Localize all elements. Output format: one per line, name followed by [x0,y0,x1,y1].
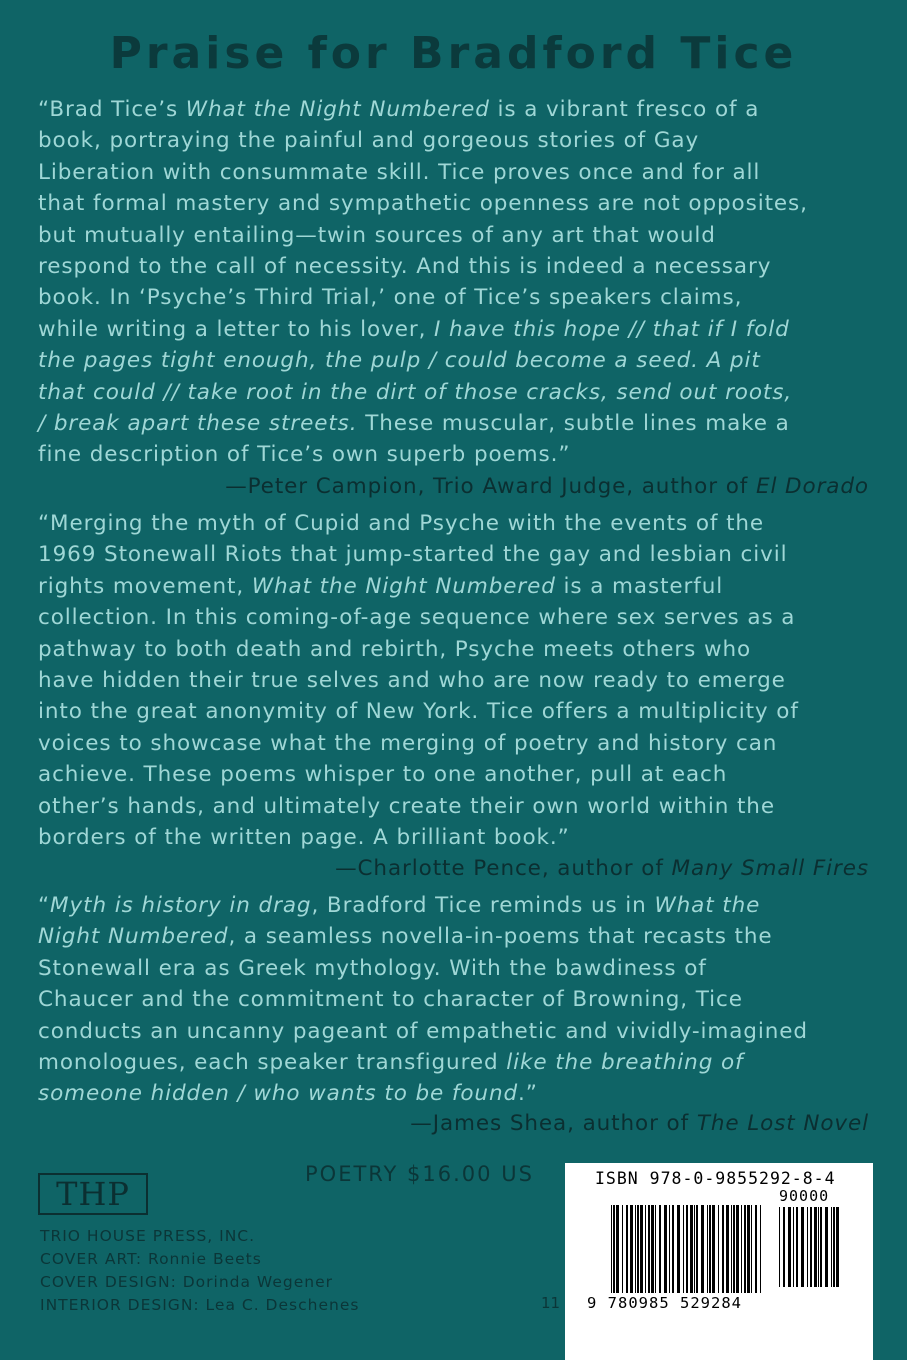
barcode-bar [637,1205,639,1293]
barcode-bar [718,1205,719,1293]
cover-art-credit: COVER ART: Ronnie Beets [40,1250,262,1268]
quote-line [38,220,870,251]
text-run: book. In ‘Psyche’s Third Trial,’ one of Tice’s speakers claims, [38,285,743,311]
quote-line [38,508,870,539]
text-run: pathway to both death and rebirth, Psyche meets others who [38,636,752,662]
barcode-bar [709,1205,711,1293]
text-run: Stonewall era as Greek mythology. With the bawdiness of [38,955,707,981]
italic-text: The Lost Novel [696,1111,869,1136]
quote-line [38,157,870,188]
text-run: “Merging the myth of Cupid and Psyche with the events of the [38,511,765,536]
barcode-bar [655,1205,656,1293]
barcode-panel [565,1163,873,1360]
barcode-bar [818,1207,819,1287]
barcode-bar [831,1207,832,1287]
barcode-bar [611,1205,612,1293]
barcode-bar [788,1207,791,1287]
cover-design-credit: COVER DESIGN: Dorinda Wegener [40,1273,333,1291]
text-run: Liberation with consummate skill. Tice proves once and for all [38,159,761,185]
barcode-bar [696,1205,698,1293]
publisher-logo: THP [38,1173,148,1215]
barcode-bar [733,1205,735,1293]
barcode-bar [760,1205,761,1293]
text-run: These muscular, subtle lines make a [357,411,790,437]
barcode-bar [648,1205,650,1293]
praise-quote-2 [38,508,870,853]
barcode-bar [814,1207,817,1287]
barcode-bar [683,1205,684,1293]
quote-line [38,408,870,439]
quote-line [38,1016,870,1047]
barcode-bar [645,1205,646,1293]
text-run: is a masterful [555,573,724,599]
text-run: collection. In this coming-of-age sequence where sex serves as a [38,605,796,631]
text-run: conducts an uncanny pageant of empathetic and vividly-imagined [38,1018,808,1044]
text-run: , Bradford Tice reminds us in [311,893,655,918]
barcode-bar [747,1205,750,1293]
barcode-bar [783,1207,785,1287]
quote-line [38,953,870,984]
text-run: .” [518,1081,538,1107]
barcode-digits: 9 780985 529284 [587,1294,742,1312]
credits-block [40,1225,359,1317]
text-run: 1969 Stonewall Riots that jump-started the gay and lesbian civil [38,542,788,568]
text-run: “ [38,893,51,918]
barcode-bar [640,1205,643,1293]
text-run: —James Shea, author of [410,1111,697,1136]
barcode-bar [694,1205,695,1293]
text-run: have hidden their true selves and who are now ready to emerge [38,668,786,694]
quote-line [38,921,870,952]
text-run: borders of the written page. A brilliant book.” [38,825,570,851]
text-run: but mutually entailing—twin sources of any art that would [38,222,716,248]
italic-text: El Dorado [755,474,869,499]
quote-line [38,822,870,853]
barcode-bar [722,1205,724,1293]
quote-line [38,345,870,376]
italic-text: like the breathing of [506,1050,744,1076]
text-run: achieve. These poems whisper to one another, pull at each [38,762,728,788]
isbn-label: ISBN 978-0-9855292-8-4 [595,1169,836,1188]
quote-line [38,1078,870,1109]
italic-text: Myth is history in drag [50,893,312,918]
barcode-bar [651,1205,654,1293]
page-title: Praise for Bradford Tice [109,28,798,79]
barcode-bar [613,1205,615,1293]
quote-line [38,94,870,125]
quote-2-attribution [335,856,869,881]
page-number: 11 [541,1294,561,1312]
barcode-bar [622,1205,623,1293]
quote-line [38,665,870,696]
barcode-bar [836,1207,839,1287]
text-run: “Brad Tice’s [38,97,186,122]
barcode-bar [825,1207,828,1287]
barcode-bar [707,1205,708,1293]
barcode-bar [833,1207,835,1287]
barcode-bars [611,1205,761,1305]
interior-design-credit: INTERIOR DESIGN: Lea C. Deschenes [40,1296,360,1314]
barcode-bar [664,1205,667,1293]
quote-line [38,439,870,470]
barcode-bar [686,1205,688,1293]
text-run: respond to the call of necessity. And this is indeed a necessary [38,254,772,280]
praise-quote-1 [38,94,870,471]
quote-line [38,1047,870,1078]
barcode-bar [807,1207,808,1287]
category-price: POETRY $16.00 US [305,1162,534,1186]
barcode-bar [726,1205,729,1293]
italic-text: someone hidden / who wants to be found [38,1081,519,1107]
barcode-bar [669,1205,670,1293]
text-run: —Peter Campion, Trio Award Judge, author of [225,474,756,499]
italic-text: What the Night Numbered [185,97,490,122]
quote-line [38,188,870,219]
quote-line [38,984,870,1015]
barcode-bar [672,1205,674,1293]
barcode-bar [659,1205,661,1293]
text-run: while writing a letter to his lover, [38,316,435,342]
italic-text: that could // take root in the dirt of those cracks, send out roots, [38,379,793,405]
italic-text: the pages tight enough, the pulp / could become a seed. A pit [38,348,761,374]
quote-line [38,890,870,921]
barcode-bar [796,1207,798,1287]
barcode-bar [677,1205,680,1293]
quote-1-attribution [225,474,869,499]
quote-line [38,696,870,727]
barcode-bar [741,1205,742,1293]
text-run: monologues, each speaker transfigured [38,1050,507,1076]
barcode-bar [690,1205,693,1293]
barcode-bar [793,1207,794,1287]
italic-text: What the [654,893,761,918]
quote-line [38,251,870,282]
italic-text: Night Numbered [38,924,229,950]
quote-line [38,314,870,345]
quote-line [38,759,870,790]
quote-line [38,125,870,156]
italic-text: Many Small Fires [671,856,869,881]
text-run: other’s hands, and ultimately create their own world within the [38,793,775,819]
barcode-bar [626,1205,628,1293]
barcode-bar [630,1205,633,1293]
quote-line [38,728,870,759]
quote-3-attribution [410,1111,869,1136]
barcode-bar [731,1205,732,1293]
text-run: book, portraying the painful and gorgeous stories of Gay [38,128,700,154]
text-run: fine description of Tice’s own superb poems.” [38,442,571,468]
italic-text: I have this hope // that if I fold [434,316,790,342]
quote-line [38,539,870,570]
publisher-name: TRIO HOUSE PRESS, INC. [40,1227,256,1245]
text-run: , a seamless novella-in-poems that recasts the [228,924,773,950]
text-run: is a vibrant fresco of a [489,97,760,122]
barcode-addon-digits: 90000 [779,1187,830,1205]
text-run: rights movement, [38,573,252,599]
barcode-bar [779,1207,780,1287]
barcode-bar [635,1205,636,1293]
barcode-bar [810,1207,812,1287]
barcode-bar [701,1205,704,1293]
text-run: that formal mastery and sympathetic openness are not opposites, [38,191,808,217]
text-run: voices to showcase what the merging of poetry and history can [38,730,778,756]
quote-line [38,377,870,408]
text-run: Chaucer and the commitment to character of Browning, Tice [38,987,743,1013]
barcode-bar [616,1205,619,1293]
barcode-bar [736,1205,739,1293]
quote-line [38,571,870,602]
text-run: —Charlotte Pence, author of [335,856,672,881]
barcode-bar [801,1207,804,1287]
barcode-bar [744,1205,746,1293]
quote-line [38,634,870,665]
quote-line [38,602,870,633]
text-run: into the great anonymity of New York. Tice offers a multiplicity of [38,699,799,725]
italic-text: What the Night Numbered [251,573,556,599]
barcode-bar [820,1207,822,1287]
quote-line [38,791,870,822]
barcode-addon-bars [779,1207,841,1287]
quote-line [38,282,870,313]
barcode-bar [712,1205,715,1293]
praise-quote-3 [38,890,870,1110]
barcode-bar [755,1205,757,1293]
barcode-bar [751,1205,752,1293]
italic-text: / break apart these streets. [38,411,358,437]
